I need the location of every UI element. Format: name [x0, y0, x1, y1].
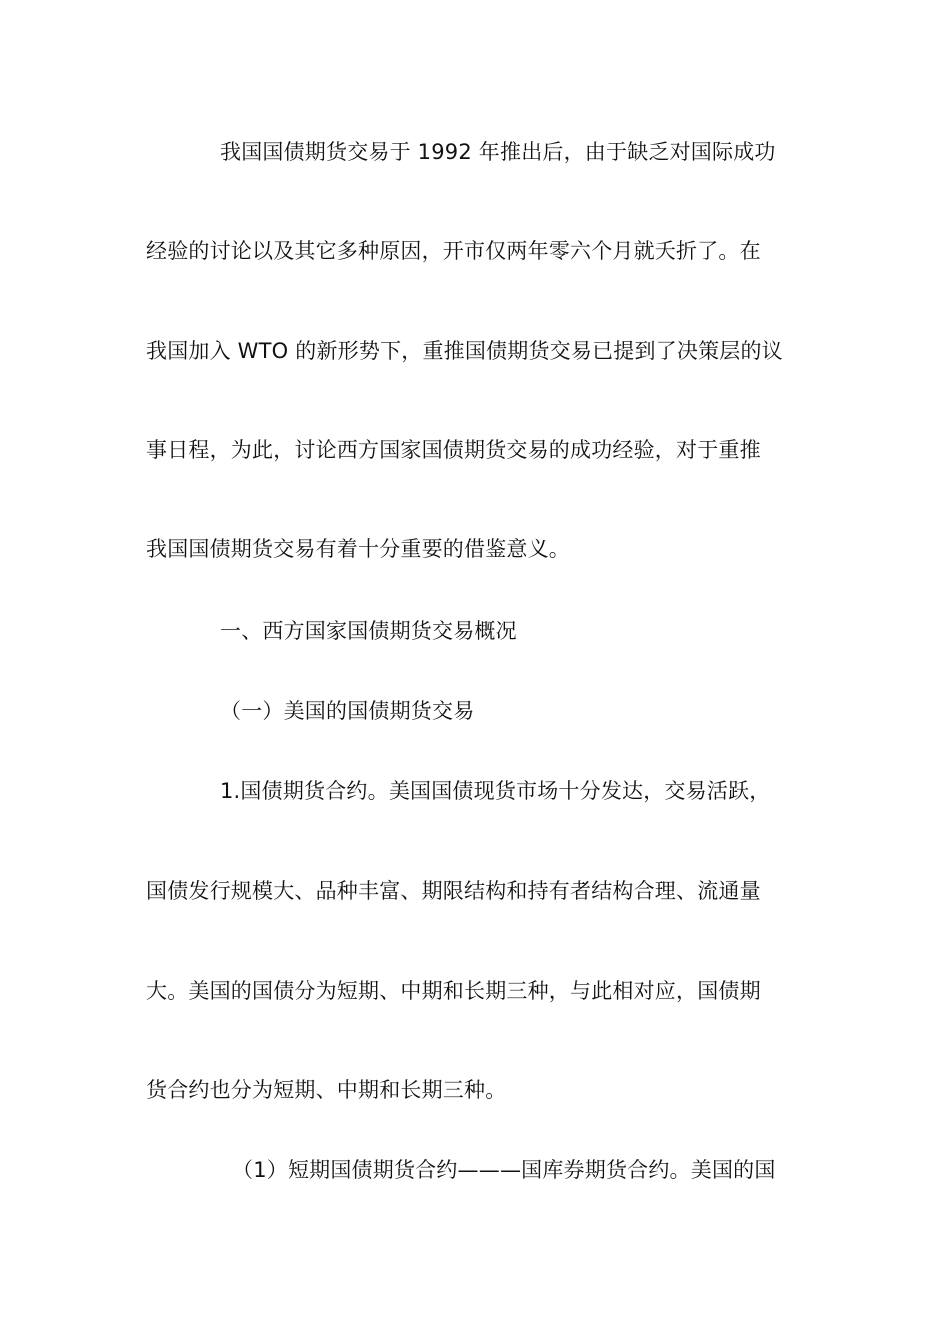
paragraph-1-line-3: 我国加入 WTO 的新形势下，重推国债期货交易已提到了决策层的议: [146, 339, 783, 363]
paragraph-2-line-1: 1.国债期货合约。美国国债现货市场十分发达，交易活跃，: [220, 779, 771, 803]
paragraph-1-line-4: 事日程，为此，讨论西方国家国债期货交易的成功经验，对于重推: [146, 438, 761, 462]
paragraph-1-line-5: 我国国债期货交易有着十分重要的借鉴意义。: [146, 537, 570, 561]
section-heading: 一、西方国家国债期货交易概况: [220, 619, 517, 643]
paragraph-2-line-4: 货合约也分为短期、中期和长期三种。: [146, 1078, 507, 1102]
subsection-heading: （一）美国的国债期货交易: [220, 699, 475, 723]
paragraph-3-line-1: （1）短期国债期货合约———国库券期货合约。美国的国: [232, 1158, 776, 1182]
paragraph-2-line-2: 国债发行规模大、品种丰富、期限结构和持有者结构合理、流通量: [146, 879, 761, 903]
paragraph-2-line-3: 大。美国的国债分为短期、中期和长期三种，与此相对应，国债期: [146, 979, 761, 1003]
paragraph-1-line-2: 经验的讨论以及其它多种原因，开市仅两年零六个月就夭折了。在: [146, 239, 761, 263]
paragraph-1-line-1: 我国国债期货交易于 1992 年推出后，由于缺乏对国际成功: [220, 140, 776, 164]
